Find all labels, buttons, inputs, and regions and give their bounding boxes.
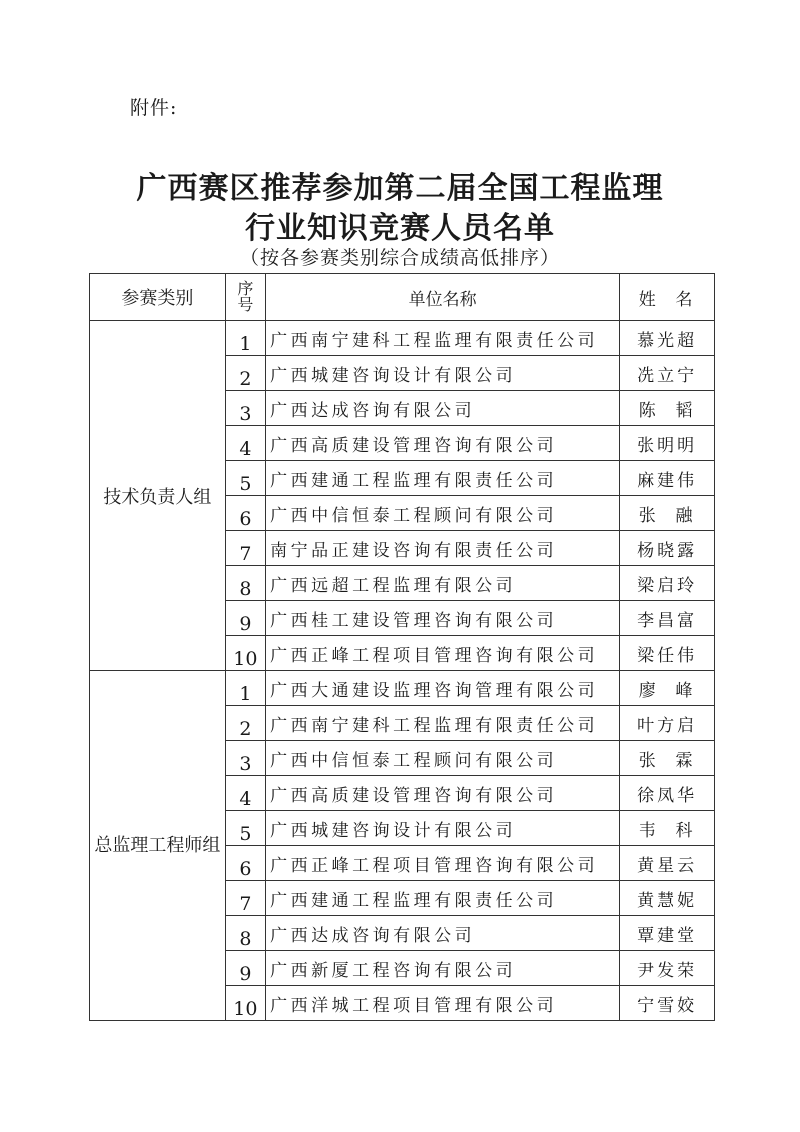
table-row [90, 321, 715, 356]
header-name: 姓 名 [620, 274, 715, 321]
seq-cell: 8 [225, 916, 265, 951]
seq-cell: 10 [225, 986, 265, 1021]
unit-name-cell: 广西南宁建科工程监理有限责任公司 [266, 321, 620, 356]
seq-cell: 9 [225, 951, 265, 986]
person-name-cell: 慕光超 [620, 321, 715, 356]
seq-cell: 9 [225, 601, 265, 636]
person-name-cell: 麻建伟 [620, 461, 715, 496]
unit-name-cell: 广西正峰工程项目管理咨询有限公司 [266, 636, 620, 671]
person-name-cell: 杨晓露 [620, 531, 715, 566]
person-name-cell: 叶方启 [620, 706, 715, 741]
seq-cell: 1 [225, 321, 265, 356]
person-name-cell: 覃建堂 [620, 916, 715, 951]
unit-name-cell: 广西洋城工程项目管理有限公司 [266, 986, 620, 1021]
unit-name-cell: 广西中信恒泰工程顾问有限公司 [266, 496, 620, 531]
person-name-cell: 冼立宁 [620, 356, 715, 391]
unit-name-cell: 广西高质建设管理咨询有限公司 [266, 776, 620, 811]
unit-name-cell: 广西城建咨询设计有限公司 [266, 356, 620, 391]
person-name-cell: 黄慧妮 [620, 881, 715, 916]
seq-cell: 7 [225, 881, 265, 916]
unit-name-cell: 广西远超工程监理有限公司 [266, 566, 620, 601]
person-name-cell: 黄星云 [620, 846, 715, 881]
person-name-cell: 梁任伟 [620, 636, 715, 671]
person-name-cell: 张明明 [620, 426, 715, 461]
unit-name-cell: 广西达成咨询有限公司 [266, 916, 620, 951]
seq-cell: 5 [225, 811, 265, 846]
person-name-cell: 尹发荣 [620, 951, 715, 986]
person-name-cell: 陈 韬 [620, 391, 715, 426]
unit-name-cell: 广西桂工建设管理咨询有限公司 [266, 601, 620, 636]
unit-name-cell: 广西正峰工程项目管理咨询有限公司 [266, 846, 620, 881]
unit-name-cell: 广西中信恒泰工程顾问有限公司 [266, 741, 620, 776]
category-cell: 总监理工程师组 [90, 671, 226, 1021]
table-body [90, 321, 715, 1021]
table-row [90, 671, 715, 706]
unit-name-cell: 广西南宁建科工程监理有限责任公司 [266, 706, 620, 741]
page-title-line2: 行业知识竞赛人员名单 [245, 211, 555, 246]
unit-name-cell: 广西新厦工程咨询有限公司 [266, 951, 620, 986]
page-subtitle: （按各参赛类别综合成绩高低排序） [239, 247, 560, 269]
seq-cell: 6 [225, 846, 265, 881]
unit-name-cell: 广西建通工程监理有限责任公司 [266, 461, 620, 496]
page-title-line1: 广西赛区推荐参加第二届全国工程监理 [136, 171, 664, 206]
attachment-label: 附件: [130, 97, 178, 119]
person-name-cell: 梁启玲 [620, 566, 715, 601]
unit-name-cell: 广西达成咨询有限公司 [266, 391, 620, 426]
seq-cell: 3 [225, 391, 265, 426]
seq-cell: 2 [225, 356, 265, 391]
unit-name-cell: 广西大通建设监理咨询管理有限公司 [266, 671, 620, 706]
person-name-cell: 徐凤华 [620, 776, 715, 811]
header-seq [225, 274, 265, 321]
unit-name-cell: 广西高质建设管理咨询有限公司 [266, 426, 620, 461]
seq-cell: 4 [225, 776, 265, 811]
person-name-cell: 韦 科 [620, 811, 715, 846]
unit-name-cell: 南宁品正建设咨询有限责任公司 [266, 531, 620, 566]
seq-cell: 10 [225, 636, 265, 671]
person-name-cell: 张 霖 [620, 741, 715, 776]
seq-cell: 4 [225, 426, 265, 461]
unit-name-cell: 广西城建咨询设计有限公司 [266, 811, 620, 846]
person-name-cell: 宁雪姣 [620, 986, 715, 1021]
header-seq-text: 序号 [237, 279, 254, 314]
seq-cell: 8 [225, 566, 265, 601]
person-name-cell: 李昌富 [620, 601, 715, 636]
seq-cell: 1 [225, 671, 265, 706]
person-name-cell: 廖 峰 [620, 671, 715, 706]
seq-cell: 3 [225, 741, 265, 776]
header-unit: 单位名称 [266, 274, 620, 321]
participants-table [89, 273, 715, 1021]
seq-cell: 2 [225, 706, 265, 741]
seq-cell: 5 [225, 461, 265, 496]
category-cell: 技术负责人组 [90, 321, 226, 671]
seq-cell: 6 [225, 496, 265, 531]
table-header-row [90, 274, 715, 321]
seq-cell: 7 [225, 531, 265, 566]
unit-name-cell: 广西建通工程监理有限责任公司 [266, 881, 620, 916]
header-category: 参赛类别 [90, 274, 226, 321]
person-name-cell: 张 融 [620, 496, 715, 531]
